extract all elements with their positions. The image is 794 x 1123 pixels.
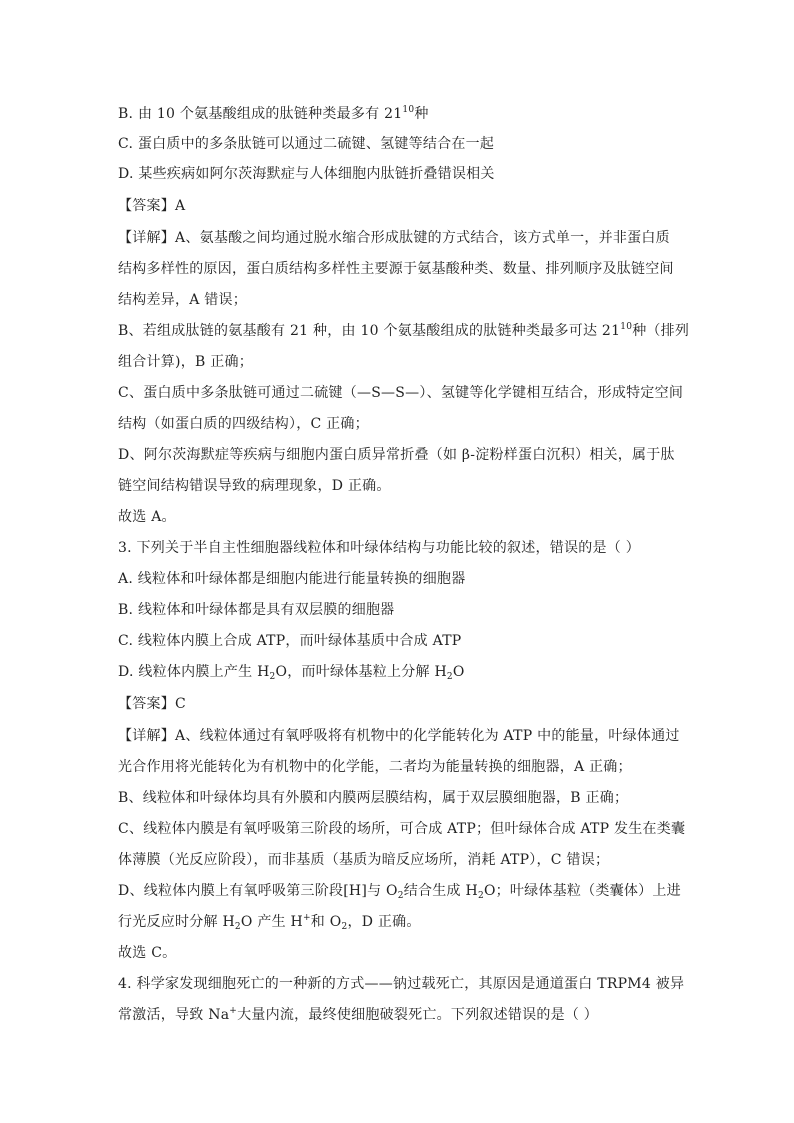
q3-answer: 【答案】C	[118, 696, 186, 712]
q2-explanation-c-2: 结构（如蛋白质的四级结构），C 正确；	[118, 416, 369, 432]
q2-answer: 【答案】A	[118, 198, 186, 214]
q3-explanation-a-2: 光合作用将光能转化为有机物中的化学能，二者均为能量转换的细胞器，A 正确；	[118, 759, 632, 775]
q2-option-d[interactable]: D. 某些疾病如阿尔茨海默症与人体细胞内肽链折叠错误相关	[118, 166, 495, 182]
q2-explanation-a-3: 结构差异，A 错误；	[118, 292, 248, 308]
q3-option-b[interactable]: B. 线粒体和叶绿体都是具有双层膜的细胞器	[118, 602, 395, 618]
q2-explanation-d-2: 链空间结构错误导致的病理现象，D 正确。	[118, 478, 391, 494]
q4-stem-1: 4. 科学家发现细胞死亡的一种新的方式——钠过载死亡，其原因是通道蛋白 TRPM4 被异	[118, 976, 685, 992]
q3-option-c[interactable]: C. 线粒体内膜上合成 ATP，而叶绿体基质中合成 ATP	[118, 633, 462, 649]
q3-stem: 3. 下列关于半自主性细胞器线粒体和叶绿体结构与功能比较的叙述，错误的是（ ）	[118, 540, 641, 556]
q3-explanation-c-1: C、线粒体内膜是有氧呼吸第三阶段的场所，可合成 ATP；但叶绿体合成 ATP 发生在类囊	[118, 821, 686, 837]
q2-choose: 故选 A。	[118, 509, 176, 525]
q2-option-c[interactable]: C. 蛋白质中的多条肽链可以通过二硫键、氢键等结合在一起	[118, 136, 495, 152]
q2-explanation-c-1: C、蛋白质中多条肽链可通过二硫键（—S—S—）、氢键等化学键相互结合，形成特定空间	[118, 385, 684, 401]
q3-choose: 故选 C。	[118, 945, 177, 961]
q3-explanation-a-1: 【详解】A、线粒体通过有氧呼吸将有机物中的化学能转化为 ATP 中的能量，叶绿体通过	[118, 728, 680, 744]
q2-explanation-b-1: B、若组成肽链的氨基酸有 21 种，由 10 个氨基酸组成的肽链种类最多可达 $21^{10}$种（排列	[118, 322, 690, 339]
q3-explanation-c-2: 体薄膜（光反应阶段），而非基质（基质为暗反应场所，消耗 ATP），C 错误；	[118, 852, 610, 868]
q3-explanation-d-1: D、线粒体内膜上有氧呼吸第三阶段[H]与 $O_2$结合生成 $H_2O$；叶绿体基粒（类囊体）上进	[118, 883, 681, 901]
q3-explanation-b-1: B、线粒体和叶绿体均具有外膜和内膜两层膜结构，属于双层膜细胞器，B 正确；	[118, 790, 629, 806]
q2-explanation-a-2: 结构多样性的原因，蛋白质结构多样性主要源于氨基酸种类、数量、排列顺序及肽链空间	[118, 261, 674, 277]
q2-explanation-b-2: 组合计算)，B 正确；	[118, 354, 253, 370]
q2-explanation-d-1: D、阿尔茨海默症等疾病与细胞内蛋白质异常折叠（如 β-淀粉样蛋白沉积）相关，属于肽	[118, 447, 675, 463]
q4-stem-2: 常激活，导致 Na+大量内流，最终使细胞破裂死亡。下列叙述错误的是（ ）	[118, 1006, 599, 1023]
q2-option-b[interactable]: B. 由 10 个氨基酸组成的肽链种类最多有 $21^{10}$种	[118, 105, 429, 122]
q3-option-d[interactable]: D. 线粒体内膜上产生 $H_2O$，而叶绿体基粒上分解 $H_2O$	[118, 664, 465, 682]
q3-option-a[interactable]: A. 线粒体和叶绿体都是细胞内能进行能量转换的细胞器	[118, 571, 466, 587]
q2-explanation-a-1: 【详解】A、氨基酸之间均通过脱水缩合形成肽键的方式结合，该方式单一，并非蛋白质	[118, 230, 670, 246]
q3-explanation-d-2: 行光反应时分解 $H_2O$ 产生 H+和 $O_2$，D 正确。	[118, 913, 421, 932]
